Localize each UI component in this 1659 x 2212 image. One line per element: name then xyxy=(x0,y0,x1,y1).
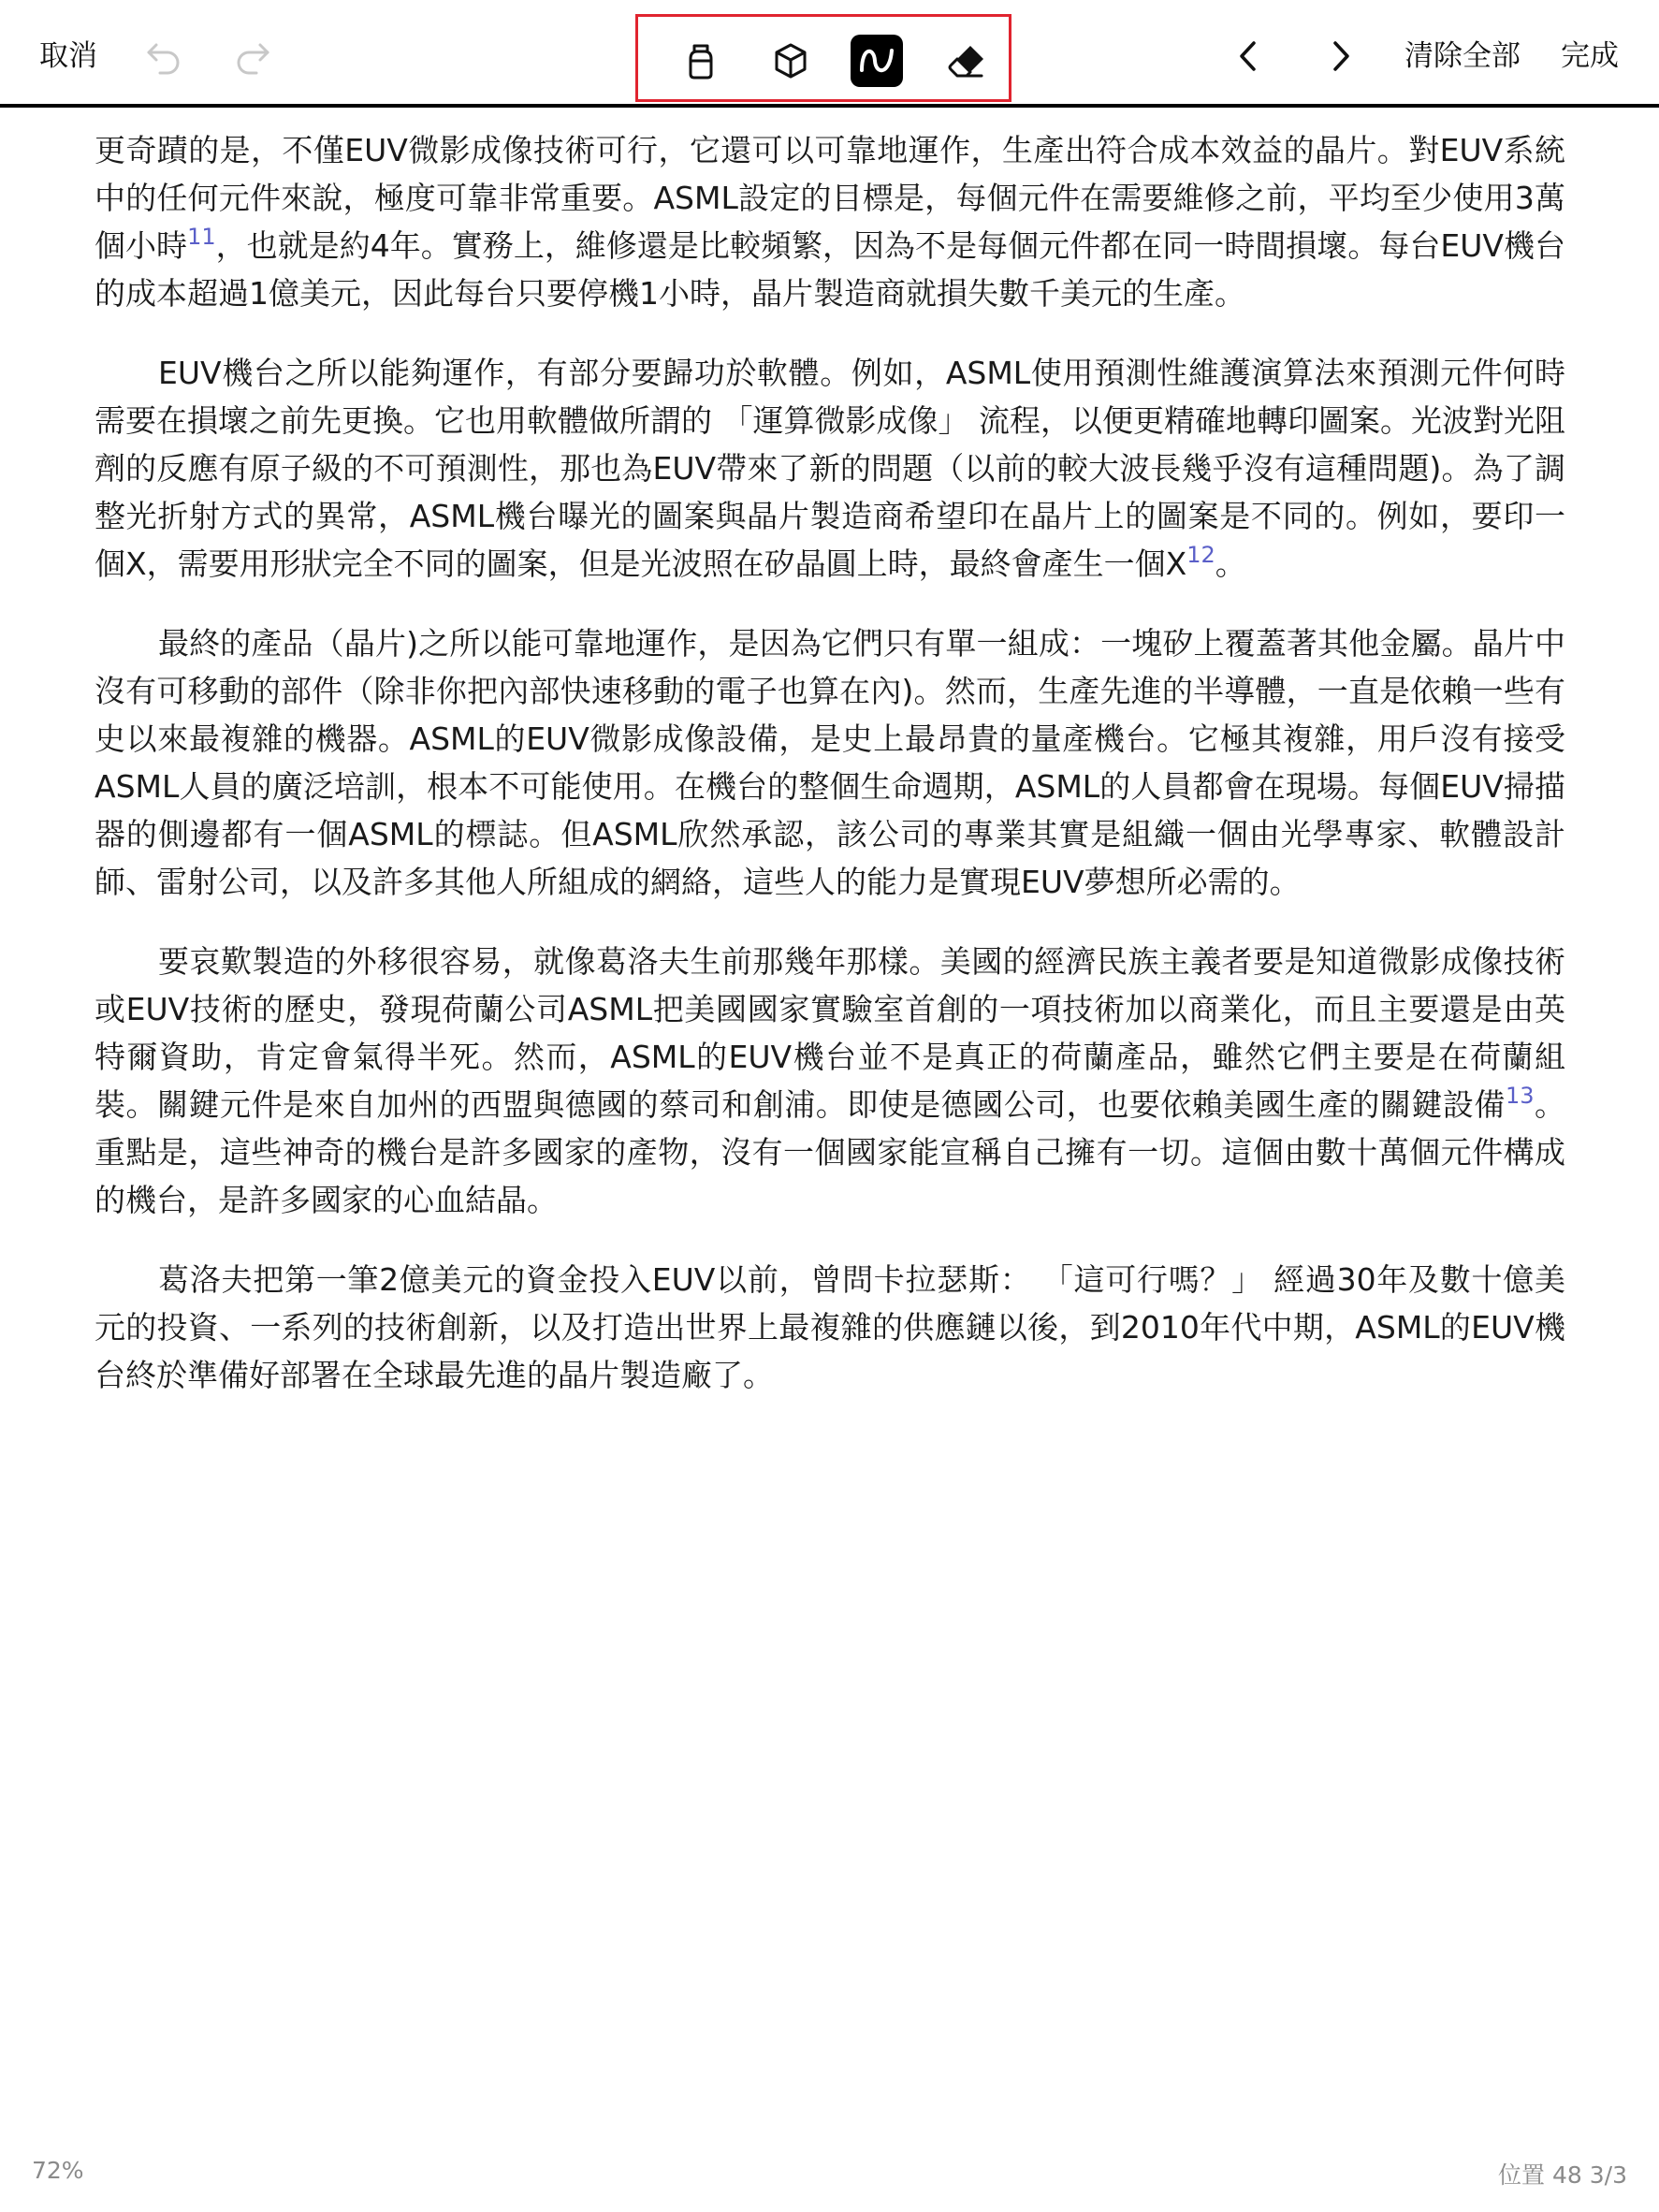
redo-icon[interactable] xyxy=(230,34,275,79)
paragraph-1: 更奇蹟的是，不僅EUV微影成像技術可行，它還可以可靠地運作，生產出符合成本效益的晶片。對EUV系統中的任何元件來說，極度可靠非常重要。ASML設定的目標是，每個元件在需要維修之前，平均至少使用3萬個小時$^{11}$，也就是約4年。實務上，維修還是比較頻繁，因為不是每個元件都在同一時間損壞。每台EUV機台的成本超過1億美元，因此每台只要停機1小時，晶片製造商就損失數千美元的生產。 xyxy=(95,132,1566,312)
undo-icon[interactable] xyxy=(141,34,186,79)
pen-tool[interactable] xyxy=(851,35,903,87)
cube-icon xyxy=(770,40,811,81)
book-page-content xyxy=(95,126,1565,1431)
eraser-tool[interactable] xyxy=(940,35,993,87)
highlighter-tool[interactable] xyxy=(675,35,727,87)
clear-all-button[interactable]: 清除全部 xyxy=(1404,39,1521,73)
box-tool[interactable] xyxy=(764,35,817,87)
drawing-tool-group xyxy=(635,14,1011,102)
annotation-toolbar xyxy=(0,0,1659,108)
paragraph-5: 葛洛夫把第一筆2億美元的資金投入EUV以前，曾問卡拉瑟斯： 「這可行嗎？」 經過30年及數十億美元的投資、一系列的技術創新，以及打造出世界上最複雜的供應鏈以後，到2010年代中期，ASML的EUV機台終於準備好部署在全球最先進的晶片製造廠了。 xyxy=(95,1261,1565,1393)
previous-page-icon[interactable] xyxy=(1227,34,1272,79)
footnote-link[interactable]: 12 xyxy=(1186,542,1215,568)
footnote-link[interactable]: 11 xyxy=(187,224,216,250)
next-page-icon[interactable] xyxy=(1317,34,1362,79)
cancel-button[interactable]: 取消 xyxy=(39,39,97,73)
page-location: 位置 48 3/3 xyxy=(1498,2161,1627,2189)
paragraph-2: EUV機台之所以能夠運作，有部分要歸功於軟體。例如，ASML使用預測性維護演算法來預測元件何時需要在損壞之前先更換。它也用軟體做所謂的 「運算微影成像」 流程，以便更精確地轉印圖案。光波對光阻劑的反應有原子級的不可預測性，那也為EUV帶來了新的問題（以前的較大波長幾乎沒有這種問題)。為了調整光折射方式的異常，ASML機台曝光的圖案與晶片製造商希望印在晶片上的圖案是不同的。例如，要印一個X，需要用形狀完全不同的圖案，但是光波照在矽晶圓上時，最終會產生一個X$^{12}$。 xyxy=(95,355,1565,582)
zoom-level: 72% xyxy=(32,2157,84,2184)
footnote-link[interactable]: 13 xyxy=(1505,1083,1535,1109)
highlighter-icon xyxy=(680,40,721,81)
squiggle-pen-icon xyxy=(855,39,898,82)
paragraph-4: 要哀歎製造的外移很容易，就像葛洛夫生前那幾年那樣。美國的經濟民族主義者要是知道微影成像技術或EUV技術的歷史，發現荷蘭公司ASML把美國國家實驗室首創的一項技術加以商業化，而且主要還是由英特爾資助，肯定會氣得半死。然而，ASML的EUV機台並不是真正的荷蘭產品，雖然它們主要是在荷蘭組裝。關鍵元件是來自加州的西盟與德國的蔡司和創浦。即使是德國公司，也要依賴美國生產的關鍵設備$^{13}$。重點是，這些神奇的機台是許多國家的產物，沒有一個國家能宣稱自己擁有一切。這個由數十萬個元件構成的機台，是許多國家的心血結晶。 xyxy=(95,943,1566,1218)
paragraph-3: 最終的產品（晶片)之所以能可靠地運作，是因為它們只有單一組成：一塊矽上覆蓋著其他金屬。晶片中沒有可移動的部件（除非你把內部快速移動的電子也算在內)。然而，生產先進的半導體，一直是依賴一些有史以來最複雜的機器。ASML的EUV微影成像設備，是史上最昂貴的量產機台。它極其複雜，用戶沒有接受ASML人員的廣泛培訓，根本不可能使用。在機台的整個生命週期，ASML的人員都會在現場。每個EUV掃描器的側邊都有一個ASML的標誌。但ASML欣然承認，該公司的專業其實是組織一個由光學專家、軟體設計師、雷射公司，以及許多其他人所組成的網絡，這些人的能力是實現EUV夢想所必需的。 xyxy=(95,625,1565,900)
eraser-icon xyxy=(946,40,987,81)
done-button[interactable]: 完成 xyxy=(1561,39,1619,73)
